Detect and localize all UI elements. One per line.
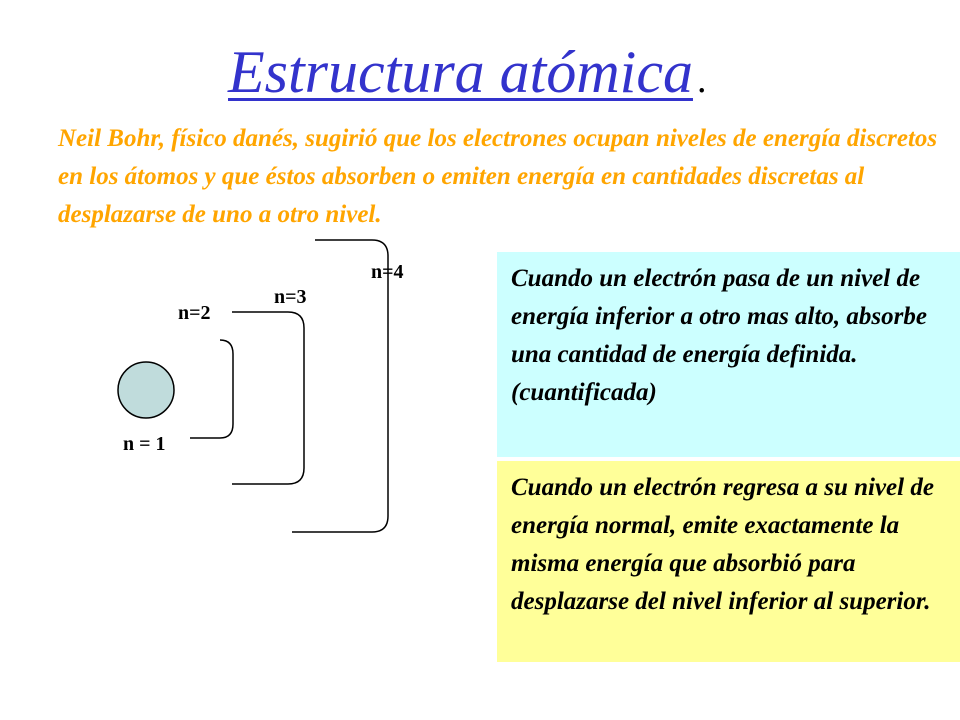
emission-note: Cuando un electrón regresa a su nivel de energía normal, emite exactamente la misma energía que absorbió para desplazarse del nivel inferior al superior. xyxy=(497,461,960,662)
orbit-n2 xyxy=(190,340,233,438)
title-text: Estructura atómica xyxy=(228,39,693,105)
level-label-n2: n=2 xyxy=(178,302,211,324)
orbit-n4 xyxy=(292,240,388,532)
nucleus-circle xyxy=(118,362,174,418)
absorption-note: Cuando un electrón pasa de un nivel de energía inferior a otro mas alto, absorbe una cantidad de energía definida. (cuantificada) xyxy=(497,252,960,457)
level-label-n1: n = 1 xyxy=(123,433,166,455)
level-label-n3: n=3 xyxy=(274,286,307,308)
orbit-n3 xyxy=(232,312,304,484)
intro-paragraph: Neil Bohr, físico danés, sugirió que los electrones ocupan niveles de energía discretos en los átomos y que éstos absorben o emiten energía en cantidades discretas al desplazarse de uno a otro nivel. xyxy=(58,125,938,228)
title-period: . xyxy=(696,59,707,101)
level-label-n4: n=4 xyxy=(371,261,404,283)
